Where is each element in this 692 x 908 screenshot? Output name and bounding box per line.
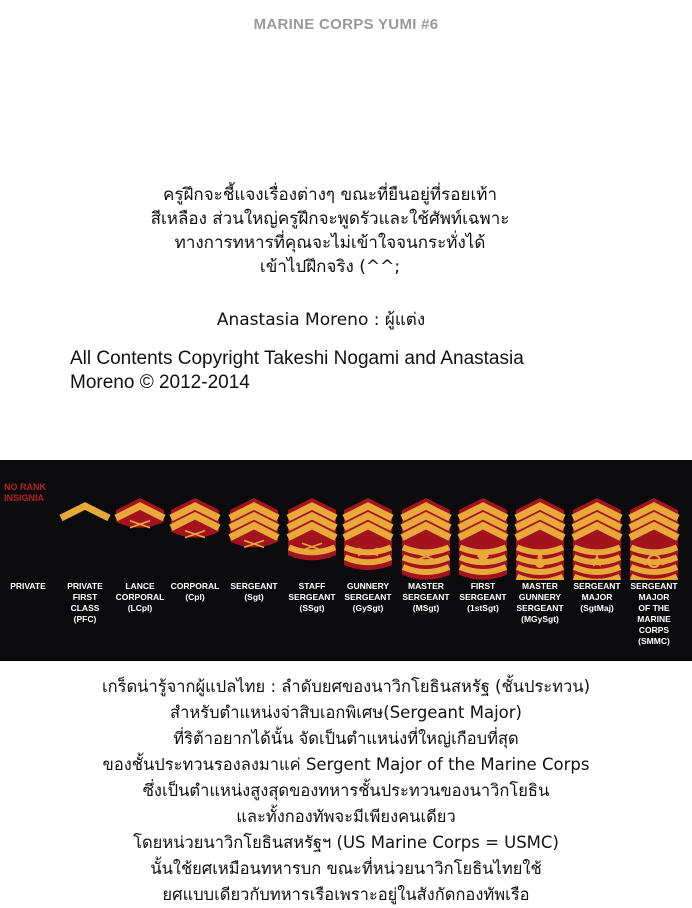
rank-label-line: (1stSgt) bbox=[467, 603, 499, 613]
author-credit: Anastasia Moreno : ผู้แต่ง bbox=[216, 310, 426, 330]
notes-line: ของชั้นประทวนรองลงมาแค่ Sergent Major of the Marine Corps bbox=[102, 755, 590, 774]
rank-label bbox=[623, 581, 685, 647]
rank-label-line: MAJOR bbox=[581, 592, 613, 602]
rank-label bbox=[281, 581, 343, 614]
notes-line: สำหรับตำแหน่งจ่าสิบเอกพิเศษ(Sergeant Major) bbox=[170, 703, 522, 722]
rank-label-line: SERGEANT bbox=[573, 581, 621, 591]
insignia-12 bbox=[630, 498, 678, 580]
intro-line: ทางการทหารที่คุณจะไม่เข้าใจจนกระทั่งได้ bbox=[174, 233, 486, 253]
rank-label-line: SERGEANT bbox=[344, 592, 392, 602]
page-title: MARINE CORPS YUMI #6 bbox=[253, 16, 439, 33]
rank-label bbox=[54, 581, 116, 625]
rank-label-line: LANCE bbox=[125, 581, 155, 591]
copyright-line: Moreno © 2012-2014 bbox=[70, 372, 250, 393]
rank-label-line: FIRST bbox=[72, 592, 98, 602]
rank-label-line: MASTER bbox=[522, 581, 558, 591]
notes-line: เกร็ดน่ารู้จากผู้แปลไทย : ลำดับยศของนาวิกโยธินสหรัฐ (ชั้นประทวน) bbox=[101, 677, 591, 696]
rank-label-line: (SgtMaj) bbox=[580, 603, 614, 613]
rank-label-line: (SMMC) bbox=[638, 636, 670, 646]
rank-labels-row bbox=[0, 581, 692, 661]
no-rank-label-line: NO RANK bbox=[4, 482, 46, 492]
copyright-notice bbox=[70, 347, 630, 395]
rank-label-line: (GySgt) bbox=[352, 603, 384, 613]
insignia-2 bbox=[61, 506, 109, 518]
intro-line: เข้าไปฝึกจริง (^^; bbox=[259, 257, 401, 277]
insignia-6 bbox=[288, 498, 336, 560]
rank-label-line: SERGEANT bbox=[516, 603, 564, 613]
rank-label bbox=[452, 581, 514, 614]
rank-label-line: SERGEANT bbox=[459, 592, 507, 602]
rank-label-line: (MSgt) bbox=[412, 603, 440, 613]
rank-label bbox=[109, 581, 171, 614]
rank-label-line: PRIVATE bbox=[67, 581, 103, 591]
notes-line: นั้นใช้ยศเหมือนทหารบก ขณะที่หน่วยนาวิกโยธินไทยใช้ bbox=[150, 859, 542, 878]
rank-label bbox=[0, 581, 59, 592]
rank-insignia-chart bbox=[0, 460, 692, 661]
rank-label bbox=[337, 581, 399, 614]
rank-label-line: (Sgt) bbox=[244, 592, 264, 602]
rank-label-line: CORPORAL bbox=[115, 592, 165, 602]
rank-label bbox=[223, 581, 285, 603]
rank-label-line: CORPS bbox=[638, 625, 670, 635]
rank-label-line: SERGEANT bbox=[402, 592, 450, 602]
insignia-5 bbox=[230, 498, 278, 547]
rank-label-line: GUNNERY bbox=[518, 592, 562, 602]
insignia-10 bbox=[516, 498, 564, 580]
rank-label-line: CLASS bbox=[70, 603, 100, 613]
bursting-bomb-icon bbox=[535, 558, 545, 568]
intro-line: สีเหลือง ส่วนใหญ่ครูฝึกจะพูดรัวและใช้ศัพท์เฉพาะ bbox=[150, 209, 510, 229]
rank-label bbox=[566, 581, 628, 614]
rank-label-line: SERGEANT bbox=[630, 581, 678, 591]
rank-label-line: MAJOR bbox=[638, 592, 670, 602]
insignia-11 bbox=[573, 498, 621, 580]
notes-line: และทั้งกองทัพจะมีเพียงคนเดียว bbox=[236, 807, 456, 826]
insignia-7 bbox=[344, 498, 392, 570]
rank-label bbox=[395, 581, 457, 614]
rank-label-line: SERGEANT bbox=[288, 592, 336, 602]
translator-notes bbox=[0, 674, 692, 908]
insignia-4 bbox=[171, 498, 219, 538]
copyright-line: All Contents Copyright Takeshi Nogami and Anastasia bbox=[70, 348, 524, 369]
rank-label bbox=[164, 581, 226, 603]
rank-label-line: SERGEANT bbox=[230, 581, 278, 591]
rank-label-line: OF THE bbox=[638, 603, 670, 613]
rank-label-line: MARINE bbox=[637, 614, 671, 624]
rank-label-line: STAFF bbox=[298, 581, 326, 591]
rank-label-line: (PFC) bbox=[73, 614, 97, 624]
rank-label-line: CORPORAL bbox=[170, 581, 220, 591]
insignia-8 bbox=[402, 498, 450, 580]
rank-label-line: (LCpl) bbox=[127, 603, 153, 613]
rank-label-line: (MGySgt) bbox=[521, 614, 559, 624]
insignia-row bbox=[0, 460, 692, 580]
intro-line: ครูฝึกจะชี้แจงเรื่องต่างๆ ขณะที่ยืนอยู่ที่รอยเท้า bbox=[162, 185, 498, 205]
rank-label-line: FIRST bbox=[470, 581, 496, 591]
notes-line: ที่ริต้าอยากได้นั้น จัดเป็นตำแหน่งที่ใหญ่เกือบที่สุด bbox=[173, 729, 519, 748]
insignia-9 bbox=[459, 498, 507, 580]
notes-line: ยศแบบเดียวกับทหารเรือเพราะอยู่ในสังกัดกองทัพเรือ bbox=[162, 885, 530, 904]
rank-label-line: (SSgt) bbox=[299, 603, 325, 613]
no-rank-label-line: INSIGNIA bbox=[4, 493, 45, 503]
intro-paragraph bbox=[110, 183, 550, 279]
rank-label-line: GUNNERY bbox=[346, 581, 390, 591]
small-star-icon bbox=[661, 561, 665, 565]
rank-label-line: PRIVATE bbox=[10, 581, 46, 591]
rank-label-line: MASTER bbox=[408, 581, 444, 591]
notes-line: โดยหน่วยนาวิกโยธินสหรัฐฯ (US Marine Corps = USMC) bbox=[133, 833, 559, 852]
insignia-3 bbox=[116, 498, 164, 528]
chevron-stripe bbox=[61, 506, 109, 518]
notes-line: ซึ่งเป็นตำแหน่งสูงสุดของทหารชั้นประทวนของนาวิกโยธิน bbox=[142, 781, 550, 800]
rank-label bbox=[509, 581, 571, 625]
small-star-icon bbox=[643, 561, 647, 565]
rank-label-line: (Cpl) bbox=[185, 592, 205, 602]
